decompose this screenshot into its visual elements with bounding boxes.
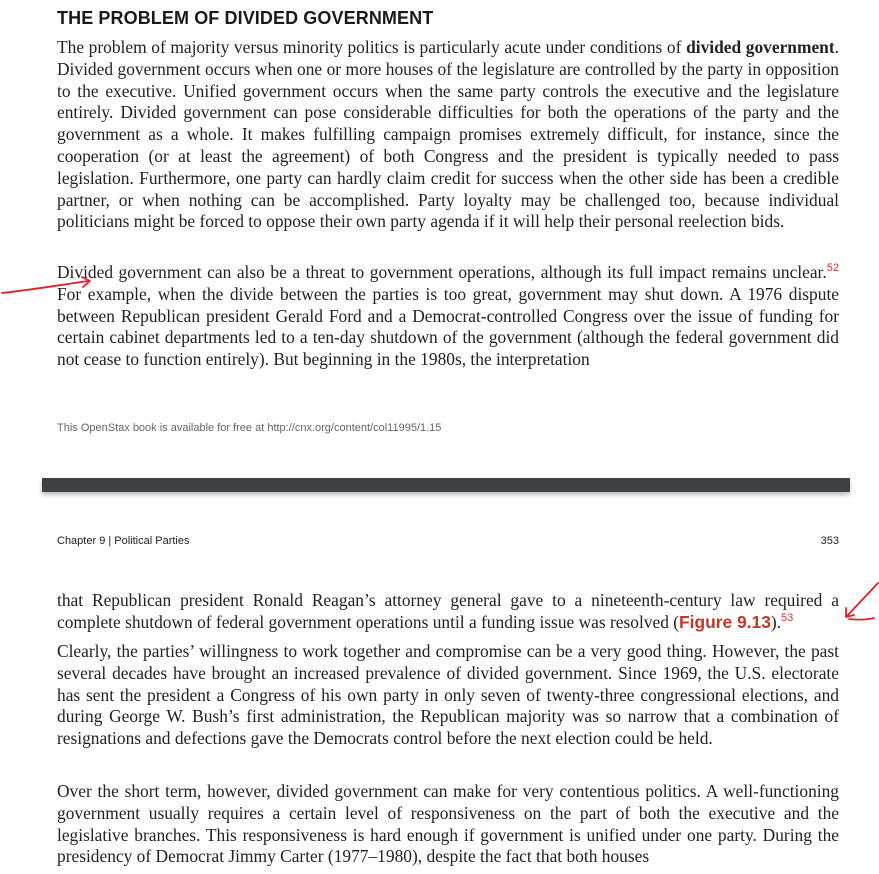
chapter-label: Chapter 9 | Political Parties xyxy=(57,535,190,547)
figure-9-13-link[interactable]: Figure 9.13 xyxy=(679,611,771,632)
paragraph-divided-government-definition xyxy=(57,37,839,233)
p1-text-a: The problem of majority versus minority politics is particularly acute under conditions of xyxy=(57,37,687,57)
paragraph-threat-to-operations xyxy=(57,262,839,371)
annotation-underline-right xyxy=(849,618,874,620)
p1-text-b: . Divided government occurs when one or more houses of the legislature are controlled by the party in opposition to the executive. Unified government occurs when the same party controls the executive and the legislature entirely. Divided government can pose considerable difficulties for both the operations of the party and the government as a whole. It makes fulfilling campaign promises extremely difficult, for instance, since the cooperation (or at least the agreement) of both Congress and the president is typically needed to pass legislation. Furthermore, one party can hardly claim credit for success when the other side has been a credible partner, or when nothing can be accomplished. Party loyalty may be challenged too, because individual politicians might be forced to oppose their own party agenda if it will help their personal reelection bids. xyxy=(57,37,840,232)
p3-text-a: that Republican president Ronald Reagan’s attorney general gave to a nineteenth-century law required a complete shutdown of federal government operations until a funding issue was resolved ( xyxy=(57,590,839,632)
p2-text-b: For example, when the divide between the parties is too great, government may shut down. A 1976 dispute between Republican president Gerald Ford and a Democrat-controlled Congress over the issue of funding for certain cabinet departments led to a ten-day shutdown of the government (although the federal government did not cease to function entirely). But beginning in the 1980s, the interpretation xyxy=(57,283,839,370)
annotation-arrow-right xyxy=(846,583,878,617)
term-divided-government: divided government xyxy=(686,37,835,57)
paragraph-contentious-politics: Over the short term, however, divided government can make for very contentious politics. A well-functioning government usually requires a certain level of responsiveness on the part of both the executive and the legislative branches. This responsiveness is hard enough if government is unified under one party. During the presidency of Democrat Jimmy Carter (1977–1980), despite the fact that both houses xyxy=(57,781,839,867)
footnote-52-link[interactable]: 52 xyxy=(826,262,839,275)
section-title: THE PROBLEM OF DIVIDED GOVERNMENT xyxy=(57,8,434,28)
paragraph-compromise: Clearly, the parties’ willingness to work together and compromise can be a very good thing. However, the past several decades have brought an increased prevalence of divided government. Since 1969, the U.S. electorate has sent the president a Congress of his own party in only seven of twenty-three congressional elections, and during George W. Bush’s first administration, the Republican majority was so narrow that a combination of resignations and defections gave the Democrats control before the next election could be held. xyxy=(57,641,839,749)
running-head xyxy=(57,535,839,547)
page-number: 353 xyxy=(820,535,839,547)
footnote-53-link[interactable]: 53 xyxy=(781,612,794,624)
openstax-footer: This OpenStax book is available for free at http://cnx.org/content/col11995/1.15 xyxy=(57,422,442,434)
paragraph-reagan-shutdown xyxy=(57,590,839,634)
p3-text-b: ). xyxy=(770,611,782,632)
p2-text-a: Divided government can also be a threat to government operations, although its full impact remains unclear. xyxy=(57,262,827,282)
page-divider xyxy=(42,478,850,492)
